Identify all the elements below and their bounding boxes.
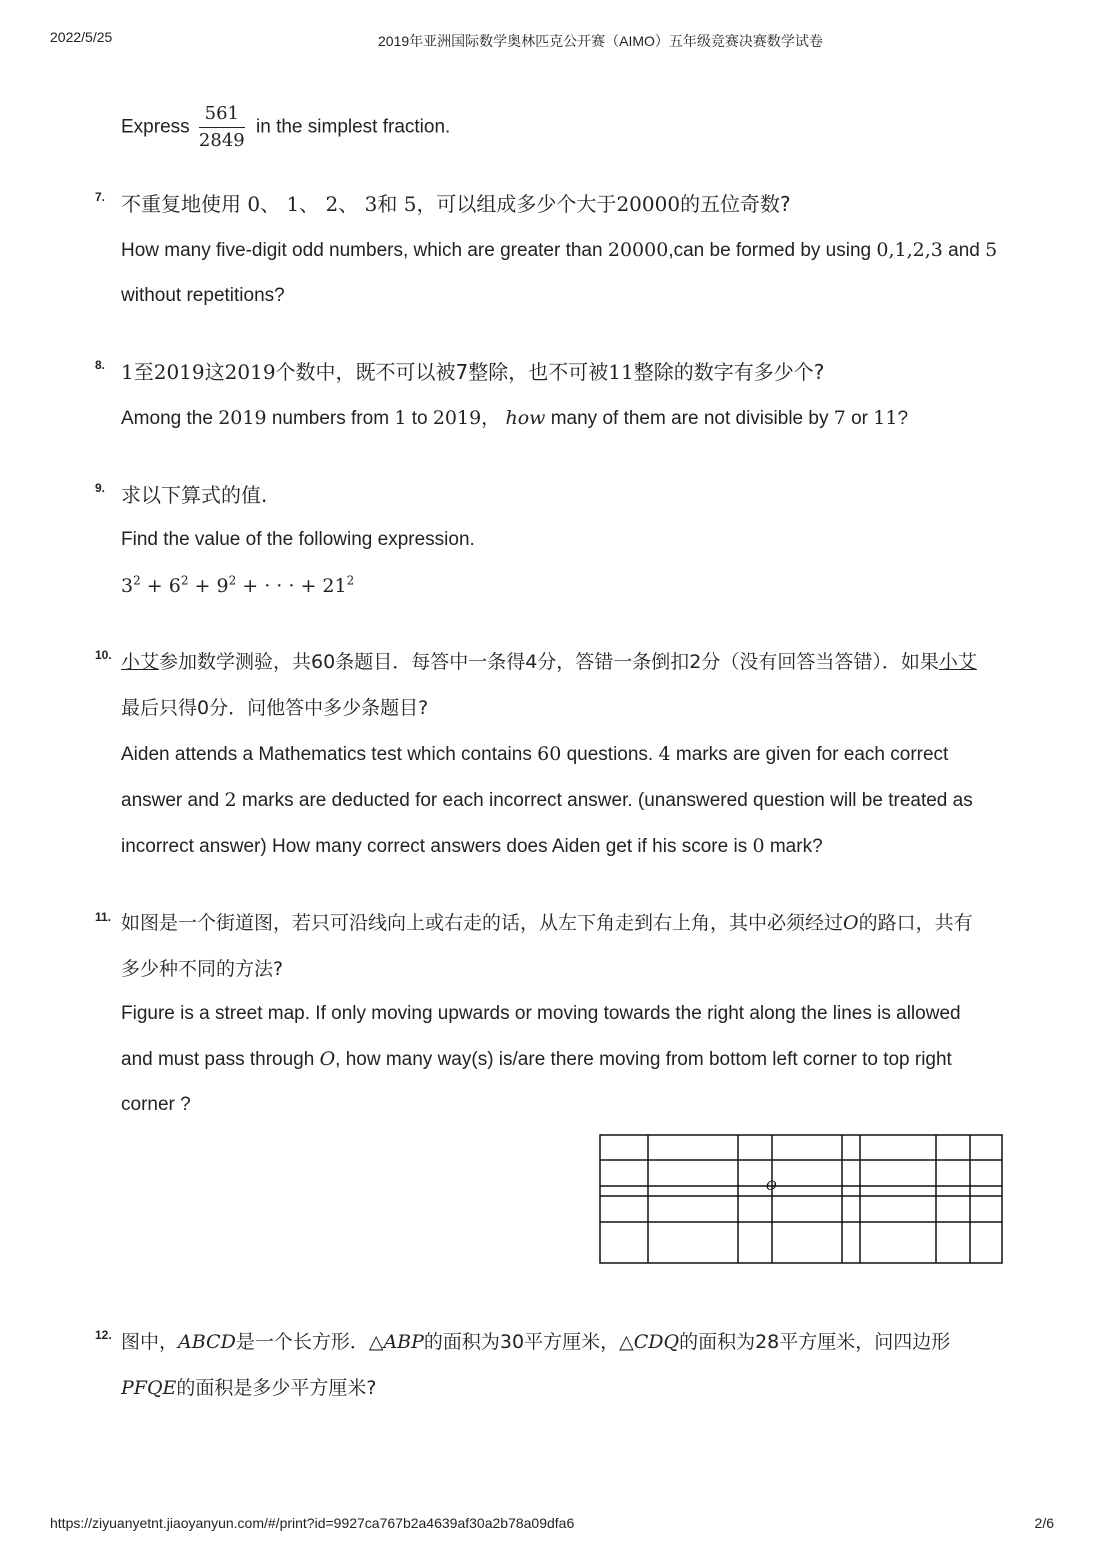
q11-en-text: , how many way(s) is/are there moving from bottom left corner to top right [335, 1049, 952, 1070]
q12-cn-text: 是一个长方形．△ [235, 1331, 384, 1353]
q7-cn-text: 不重复地使用 [121, 192, 241, 216]
q12-cn-text: 的面积是多少平方厘米? [176, 1377, 377, 1399]
q7-english-line1 [121, 238, 997, 263]
q7-en-number: 20000 [607, 239, 669, 261]
q10-name-underlined: 小艾 [121, 651, 160, 673]
q12-cn-var: CDQ [633, 1331, 680, 1353]
q9-english: Find the value of the following expression. [121, 529, 475, 550]
q8-en-text: many of them are not divisible by [550, 408, 829, 429]
q7-en-digit: 5 [985, 239, 998, 261]
q8-en-number: 2019 [218, 407, 267, 429]
q8-number: 8. [95, 358, 106, 372]
q10-english-line2 [121, 788, 973, 813]
q8-en-number: 1 [394, 407, 407, 429]
q6-numerator: 561 [199, 104, 245, 128]
q7-number: 7. [95, 190, 106, 204]
q11-cn-text: 的路口，共有 [858, 912, 973, 934]
q10-en-text: Aiden attends a Mathematics test which contains [121, 744, 532, 765]
q10-english-line3 [121, 834, 823, 859]
q8-cn-text: 这 [204, 360, 225, 384]
q7-cn-text: 和 [377, 192, 398, 216]
q9-term: + 9 [188, 575, 229, 597]
q7-en-text: and [948, 240, 980, 261]
q6-denominator: 2849 [198, 130, 245, 151]
q7-english-line2: without repetitions? [121, 285, 285, 306]
q8-en-text: to [411, 408, 428, 429]
q8-cn-text: 整除的数字有多少个? [633, 360, 825, 384]
q11-en-text: and must pass through [121, 1049, 315, 1070]
q8-english [121, 406, 908, 431]
q12-cn-text: 的面积为28平方厘米，问四边形 [679, 1331, 951, 1353]
q11-cn-var: O [843, 912, 859, 934]
q8-cn-number: 11 [608, 360, 634, 384]
q7-chinese [121, 192, 791, 216]
q12-cn-var: ABCD [178, 1331, 236, 1353]
q12-number: 12. [95, 1328, 112, 1342]
q11-english-line2 [121, 1047, 952, 1072]
q7-en-text: ,can be formed by using [668, 240, 872, 261]
q10-en-number: 0 [752, 835, 765, 857]
q8-en-number: 2019， [432, 407, 501, 429]
q10-number: 10. [95, 648, 112, 662]
q6-fraction [199, 104, 245, 151]
q7-cn-digits: 0、 1、 2、 3 [247, 192, 378, 216]
q10-en-number: 60 [537, 743, 562, 765]
q7-en-digits: 0,1,2,3 [876, 239, 943, 261]
q12-cn-text: 图中， [121, 1331, 179, 1353]
q10-en-text: incorrect answer) How many correct answers does Aiden get if his score is [121, 836, 748, 857]
q7-cn-digit: 5 [403, 192, 417, 216]
q8-en-text: ? [897, 408, 909, 429]
q8-cn-number: 2019 [153, 360, 205, 384]
q8-en-text: Among the [121, 408, 213, 429]
q11-english-line3: corner ? [121, 1094, 191, 1115]
q12-cn-text: 的面积为30平方厘米，△ [423, 1331, 634, 1353]
q9-exponent: 2 [180, 573, 189, 588]
grid-border [600, 1135, 1002, 1263]
q10-en-text: answer and [121, 790, 220, 811]
q10-en-number: 2 [224, 789, 237, 811]
page-title: 2019年亚洲国际数学奥林匹克公开赛（AIMO）五年级竞赛决赛数学试卷 [378, 33, 823, 49]
q10-en-text: marks are given for each correct [675, 744, 949, 765]
q6-prefix: Express [121, 116, 190, 138]
q8-chinese [121, 360, 824, 384]
q10-chinese-line2: 最后只得0分．问他答中多少条题目? [121, 697, 429, 719]
q10-en-number: 4 [658, 743, 671, 765]
q8-cn-text: 至 [133, 360, 154, 384]
q9-term: 3 [121, 575, 134, 597]
page-url: https://ziyuanyetnt.jiaoyanyun.com/#/print?id=9927ca767b2a4639af30a2b78a09dfa6 [50, 1515, 575, 1531]
q8-en-text: or [851, 408, 869, 429]
q8-cn-number: 2019 [224, 360, 276, 384]
q9-exponent: 2 [228, 573, 237, 588]
q9-chinese: 求以下算式的值. [121, 483, 268, 507]
q11-chinese-line2: 多少种不同的方法? [121, 958, 284, 980]
q8-en-text: numbers from [271, 408, 390, 429]
q10-name-underlined: 小艾 [938, 651, 977, 673]
q11-english-line1: Figure is a street map. If only moving upwards or moving towards the right along the lines is allowed [121, 1003, 961, 1024]
q11-number: 11. [95, 910, 112, 924]
q9-exponent: 2 [346, 573, 355, 588]
q11-chinese-line1 [121, 911, 973, 935]
q6-suffix: in the simplest fraction. [256, 116, 451, 138]
q12-chinese-line1 [121, 1330, 950, 1354]
q7-cn-text: 的五位奇数? [680, 192, 791, 216]
q11-en-var: O [319, 1048, 336, 1070]
q12-chinese-line2 [121, 1376, 377, 1400]
q7-en-text: How many five-digit odd numbers, which are greater than [121, 240, 603, 261]
q7-cn-number: 20000 [616, 192, 681, 216]
q10-chinese-line1 [121, 650, 977, 674]
q8-cn-text: 个数中，既不可以被7整除，也不可被 [275, 360, 609, 384]
print-date: 2022/5/25 [50, 29, 113, 45]
q6-prompt [121, 104, 450, 151]
q10-english-line1 [121, 742, 948, 767]
page-number: 2/6 [1034, 1515, 1054, 1531]
q9-term: + 6 [140, 575, 181, 597]
q10-en-text: marks are deducted for each incorrect answer. (unanswered question will be treated as [241, 790, 973, 811]
q10-en-text: questions. [566, 744, 654, 765]
q12-cn-var: ABP [383, 1331, 424, 1353]
q9-exponent: 2 [133, 573, 141, 588]
q8-en-number: 11 [873, 407, 898, 429]
q7-cn-text: ，可以组成多少个大于 [416, 192, 617, 216]
q10-en-text: mark? [769, 836, 823, 857]
q8-en-number: 7 [833, 407, 846, 429]
q8-en-italic: how [505, 407, 546, 429]
street-map-grid [598, 1133, 1004, 1265]
q10-cn-text: 参加数学测验，共60条题目．每答中一条得4分，答错一条倒扣2分（没有回答当答错）．如果 [159, 651, 939, 673]
q9-number: 9. [95, 481, 106, 495]
q9-expression [121, 574, 354, 598]
grid-point-o-label: O [766, 1179, 777, 1194]
q12-cn-var: PFQE [121, 1377, 177, 1399]
q9-term: + · · · + 21 [236, 575, 347, 597]
q8-cn-number: 1 [121, 360, 134, 384]
q11-cn-text: 如图是一个街道图，若只可沿线向上或右走的话，从左下角走到右上角，其中必须经过 [121, 912, 844, 934]
